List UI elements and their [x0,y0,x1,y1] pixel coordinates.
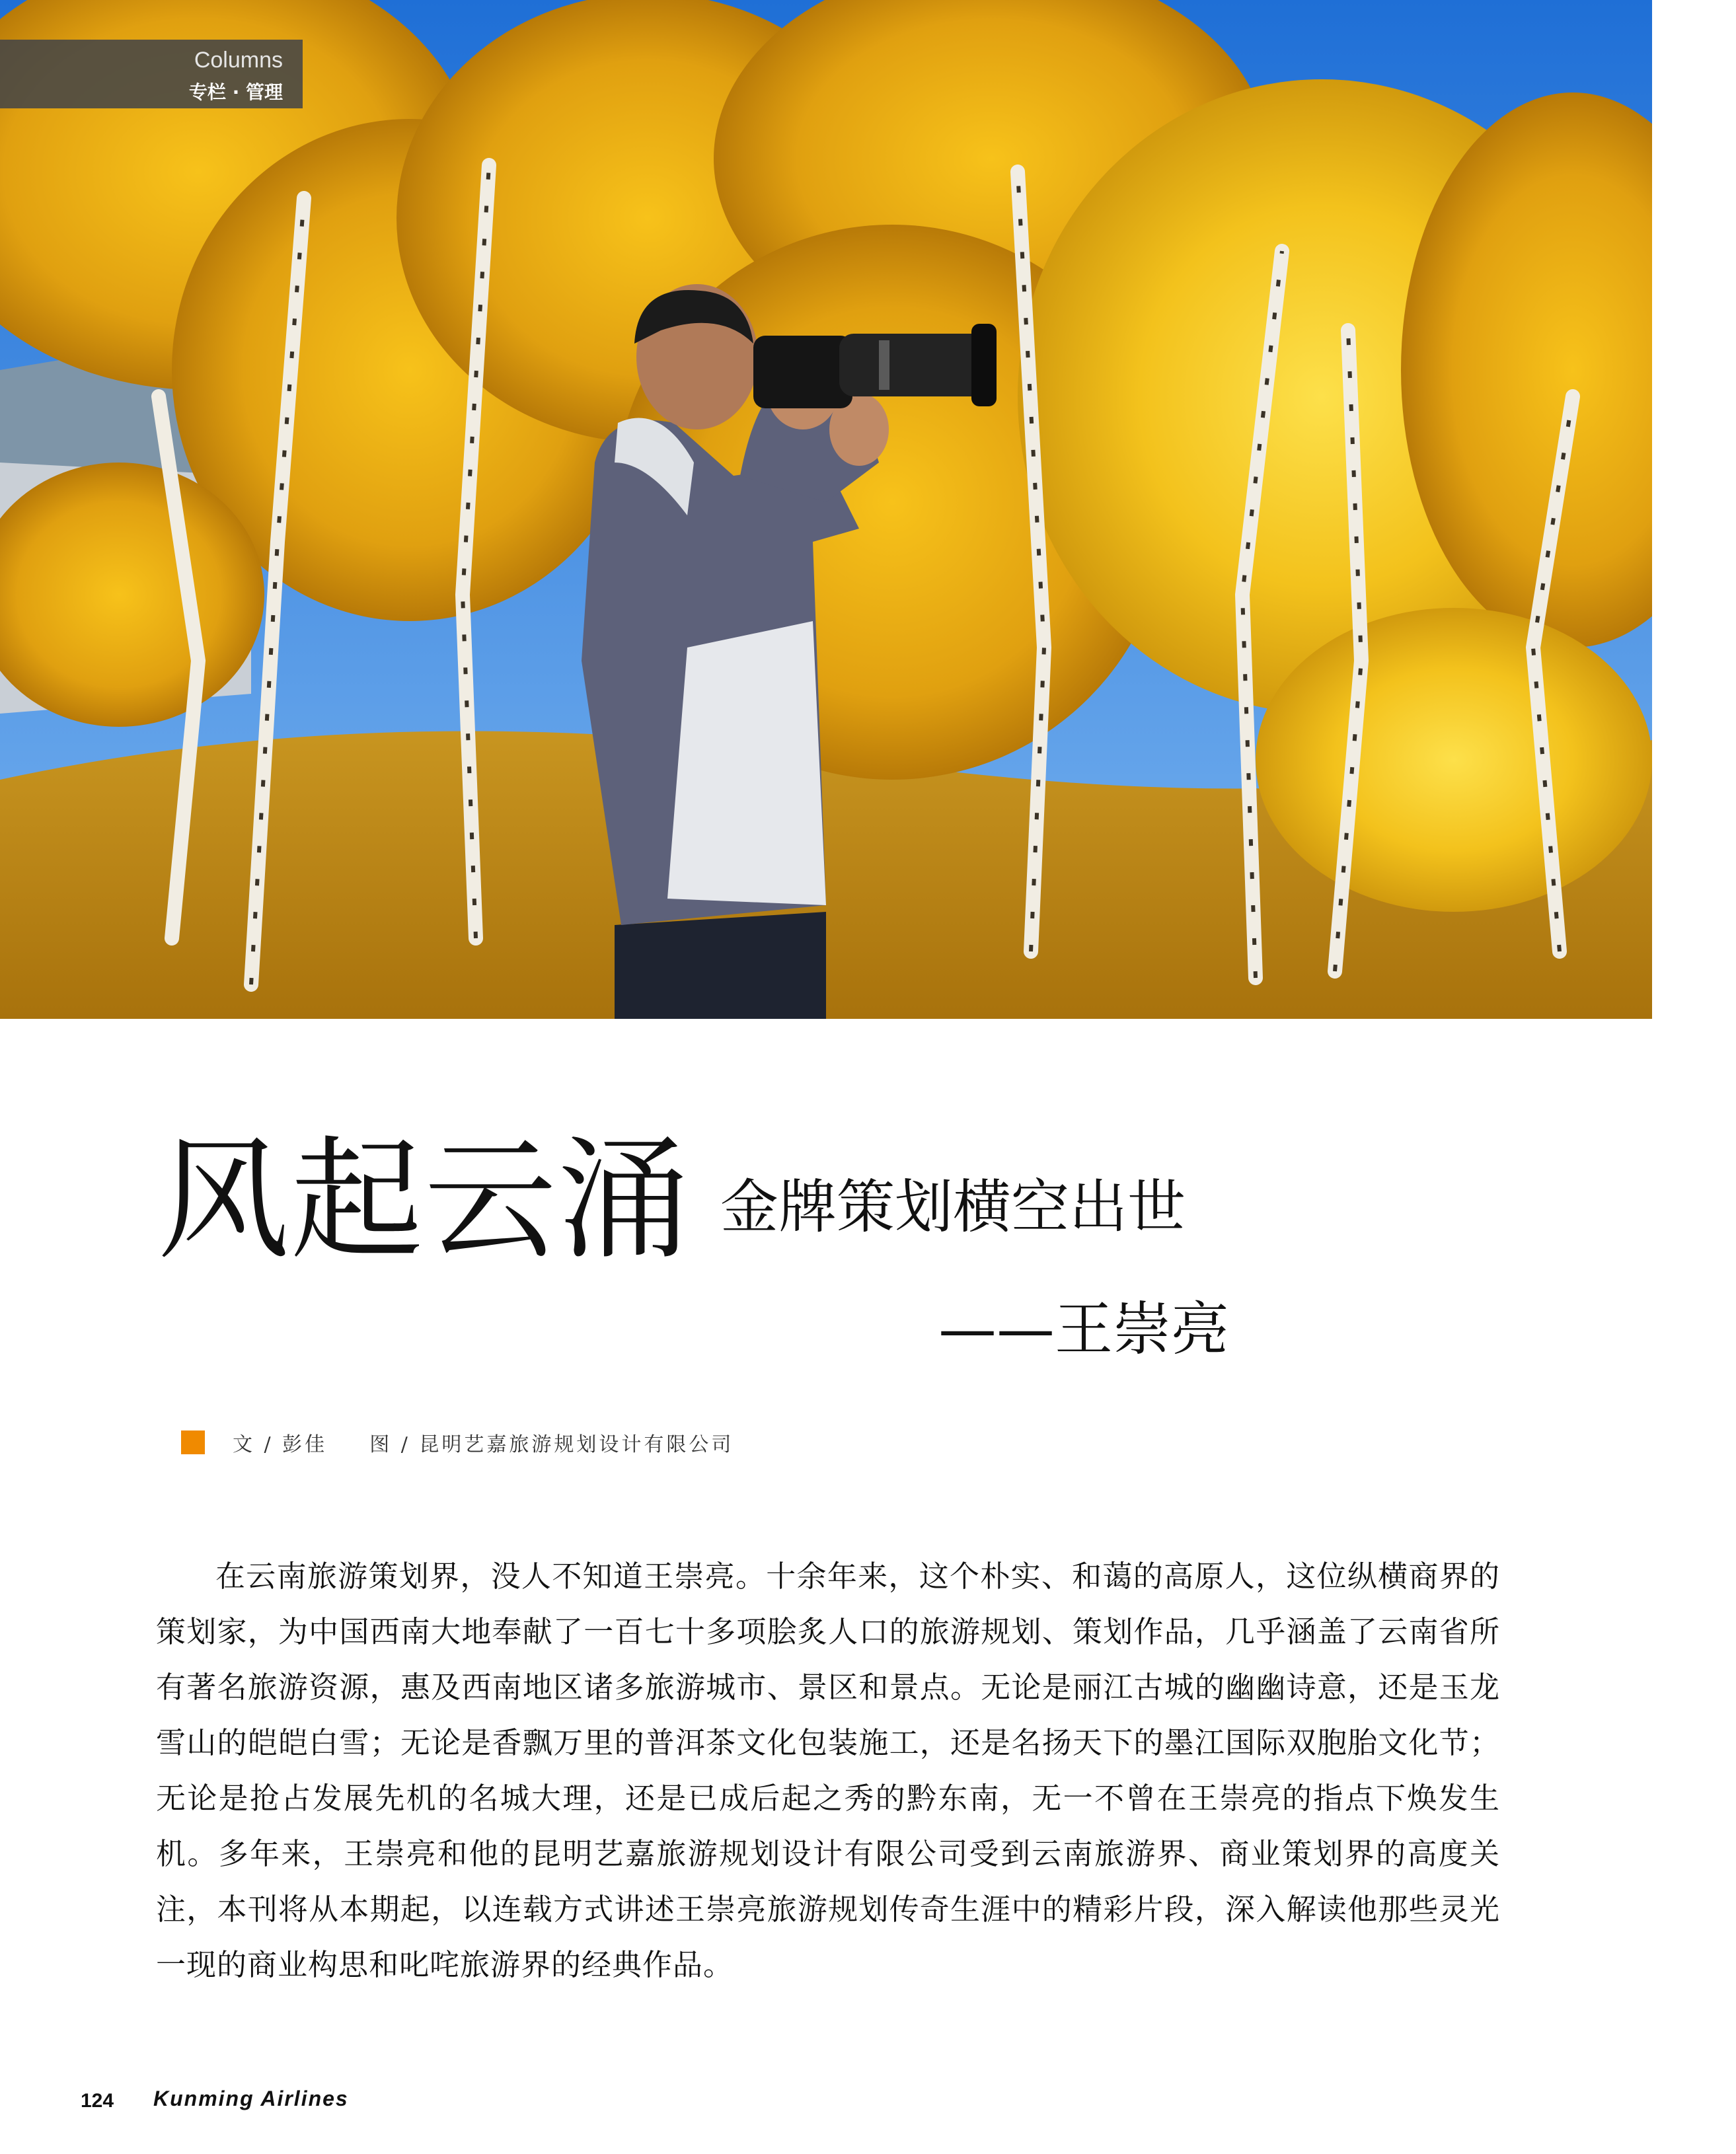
magazine-name: Kunming Airlines [153,2087,349,2110]
page-number: 124 [81,2090,114,2112]
photo-illustration [0,0,1652,1019]
hero-photo [0,0,1652,1019]
byline [181,1429,734,1456]
article-title: 风起云涌 [157,1124,692,1278]
article-subject-name: ——王崇亮 [938,1295,1230,1363]
photo-credit: 图 / 昆明艺嘉旅游规划设计有限公司 [369,1433,734,1456]
article-body-paragraph: 在云南旅游策划界，没人不知道王崇亮。十余年来，这个朴实、和蔼的高原人，这位纵横商界的策划家，为中国西南大地奉献了一百七十多项脍炙人口的旅游规划、策划作品，几乎涵盖了云南省所有著名旅游资源，惠及西南地区诸多旅游城市、景区和景点。无论是丽江古城的幽幽诗意，还是玉龙雪山的皑皑白雪；无论是香飘万里的普洱茶文化包装施工，还是名扬天下的墨江国际双胞胎文化节；无论是抢占发展先机的名城大理，还是已成后起之秀的黔东南，无一不曾在王崇亮的指点下焕发生机。多年来，王崇亮和他的昆明艺嘉旅游规划设计有限公司受到云南旅游界、商业策划界的高度关注，本刊将从本期起，以连载方式讲述王崇亮旅游规划传奇生涯中的精彩片段，深入解读他那些灵光一现的商业构思和叱咤旅游界的经典作品。 [156,1559,1500,1982]
section-label-zh: 专栏 · 管理 [188,81,283,103]
author-credit: 文 / 彭佳 [233,1433,328,1456]
section-tab [0,40,303,108]
article-subtitle: 金牌策划横空出世 [720,1173,1186,1241]
byline-accent-square [181,1430,205,1454]
section-label-en: Columns [194,48,283,73]
